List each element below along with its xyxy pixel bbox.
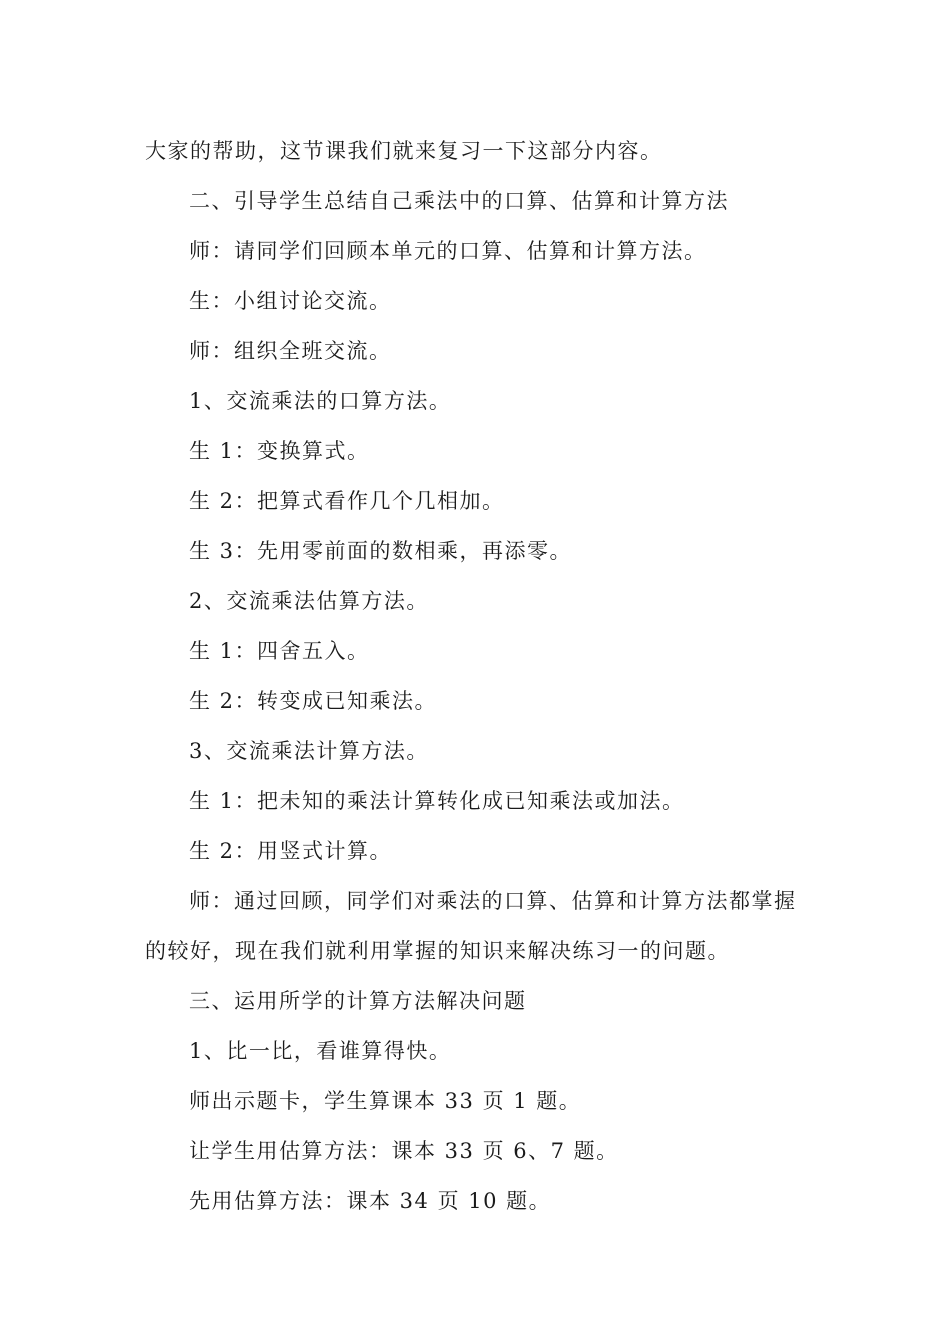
paragraph-line: 生 2：用竖式计算。	[189, 839, 393, 863]
paragraph-line: 生 1：把未知的乘法计算转化成已知乘法或加法。	[189, 789, 685, 813]
paragraph-line: 的较好，现在我们就利用掌握的知识来解决练习一的问题。	[145, 939, 730, 963]
paragraph-line: 生 2：把算式看作几个几相加。	[189, 489, 505, 513]
paragraph-line: 生：小组讨论交流。	[189, 289, 392, 313]
paragraph-line: 师：通过回顾，同学们对乘法的口算、估算和计算方法都掌握	[189, 889, 797, 913]
list-item-heading: 1、交流乘法的口算方法。	[189, 389, 452, 413]
paragraph-line: 生 3：先用零前面的数相乘，再添零。	[189, 539, 573, 563]
paragraph-line: 让学生用估算方法：课本 33 页 6、7 题。	[189, 1139, 619, 1163]
paragraph-line: 大家的帮助，这节课我们就来复习一下这部分内容。	[145, 139, 663, 163]
paragraph-line: 师出示题卡，学生算课本 33 页 1 题。	[189, 1089, 582, 1113]
paragraph-line: 师：请同学们回顾本单元的口算、估算和计算方法。	[189, 239, 707, 263]
paragraph-line: 生 2：转变成已知乘法。	[189, 689, 438, 713]
section-heading: 二、引导学生总结自己乘法中的口算、估算和计算方法	[189, 189, 729, 213]
section-heading: 三、运用所学的计算方法解决问题	[189, 989, 527, 1013]
paragraph-line: 师：组织全班交流。	[189, 339, 392, 363]
list-item-heading: 3、交流乘法计算方法。	[189, 739, 429, 763]
list-item-heading: 2、交流乘法估算方法。	[189, 589, 429, 613]
list-item-heading: 1、比一比，看谁算得快。	[189, 1039, 452, 1063]
paragraph-line: 生 1：四舍五入。	[189, 639, 370, 663]
paragraph-line: 生 1：变换算式。	[189, 439, 370, 463]
paragraph-line: 先用估算方法：课本 34 页 10 题。	[189, 1189, 552, 1213]
